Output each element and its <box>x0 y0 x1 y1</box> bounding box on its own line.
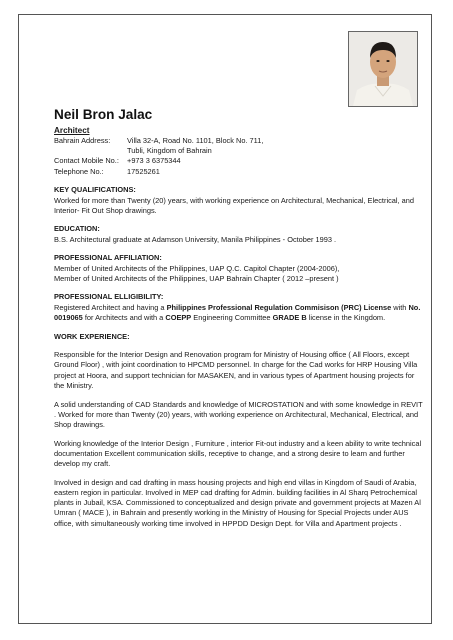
text-run: for Architects and with a <box>82 312 166 322</box>
contact-value: 17525261 <box>127 166 160 176</box>
bold-run: Philippines Professional Regulation Commisison (PRC) License <box>166 302 392 312</box>
resume-page <box>18 14 432 624</box>
bold-run: COEPP <box>165 312 192 322</box>
experience-paragraph: A solid understanding of CAD Standards and knowledge of MICROSTATION and with some knowledge in REVIT . Worked for more than Twenty (20) years, with working experience on Architectural, Mechanical, Electrical, and Shop drawings. <box>54 399 423 429</box>
section-heading: PROFESSIONAL AFFILIATION: <box>54 253 162 263</box>
contact-label <box>54 146 127 156</box>
contact-value: Tubli, Kingdom of Bahrain <box>127 146 212 156</box>
eligibility-section <box>54 292 426 323</box>
bold-run: No. 0019065 <box>54 302 421 322</box>
text-run: license in the Kingdom. <box>306 312 386 322</box>
section-text: Member of United Architects of the Philippines, UAP Bahrain Chapter ( 2012 –present ) <box>54 273 339 283</box>
contact-block <box>54 136 426 177</box>
text-run: Engineering Committee <box>191 312 273 322</box>
experience-paragraph: Working knowledge of the Interior Design , Furniture , interior Fit-out industry and a keen ability to write technical documentation Excellent communication skills, receptive to change, and a strong desire to learn and further develop my craft. <box>54 438 422 469</box>
portrait-image <box>349 32 417 106</box>
text-run: with <box>391 302 409 312</box>
contact-row <box>54 167 426 177</box>
education-section <box>54 224 426 244</box>
bold-run: GRADE B <box>272 312 307 322</box>
section-text: B.S. Architectural graduate at Adamson University, Manila Philippines - October 1993 . <box>54 234 337 244</box>
resume-content <box>54 107 426 529</box>
experience-section <box>54 332 426 529</box>
section-text: Worked for more than Twenty (20) years, with working experience on Architectural, Mechanical, Electrical, and Interior- Fit Out Shop drawings. <box>54 195 414 215</box>
contact-value: +973 3 6375344 <box>127 156 181 166</box>
section-heading: WORK EXPERIENCE: <box>54 331 130 341</box>
qualifications-section <box>54 185 426 216</box>
section-text: Member of United Architects of the Philippines, UAP Q.C. Capitol Chapter (2004-2006), <box>54 263 340 273</box>
contact-row <box>54 136 426 146</box>
section-heading: EDUCATION: <box>54 224 100 234</box>
affiliation-section <box>54 253 426 284</box>
contact-label: Telephone No.: <box>54 166 104 176</box>
contact-row <box>54 156 426 166</box>
experience-paragraph: Involved in design and cad drafting in mass housing projects and high end villas in Kingdom of Saudi of Arabia, eastern region in particular. Involved in MEP cad drafting for Admin. building facilities in Al Sharq Petrochemical plants in Jubail, KSA. Commissioned to conceptualized and design private and government projects at Mazen Al Umran ( MACE ), in Bahrain and presently working in the Ministry of Housing for Special Projects under AUS office, with simultaneously working time involved in HPPDD Design Dept. for Villa and Apartment projects . <box>54 477 421 528</box>
section-heading: PROFESSIONAL ELLIGIBILITY: <box>54 292 164 302</box>
text-run: Registered Architect and having a <box>54 302 167 312</box>
experience-paragraph: Responsible for the Interior Design and Renovation program for Ministry of Housing office ( All Floors, except Ground Floor) , with joint coordination to HPCMD personnel. In charge for the Cad works for HRP Housing Villa project at Hoora, and support technician for MASAKEN, and in various types of Apartment housing projects for the Ministry. <box>54 350 418 390</box>
contact-label: Contact Mobile No.: <box>54 156 119 166</box>
section-text <box>54 303 426 323</box>
contact-label: Bahrain Address: <box>54 136 111 145</box>
candidate-name: Neil Bron Jalac <box>54 107 153 122</box>
candidate-role: Architect <box>54 126 90 135</box>
section-heading: KEY QUALIFICATIONS: <box>54 185 136 195</box>
profile-photo <box>348 31 418 107</box>
contact-value: Villa 32-A, Road No. 1101, Block No. 711, <box>127 136 264 145</box>
contact-row <box>54 146 426 156</box>
